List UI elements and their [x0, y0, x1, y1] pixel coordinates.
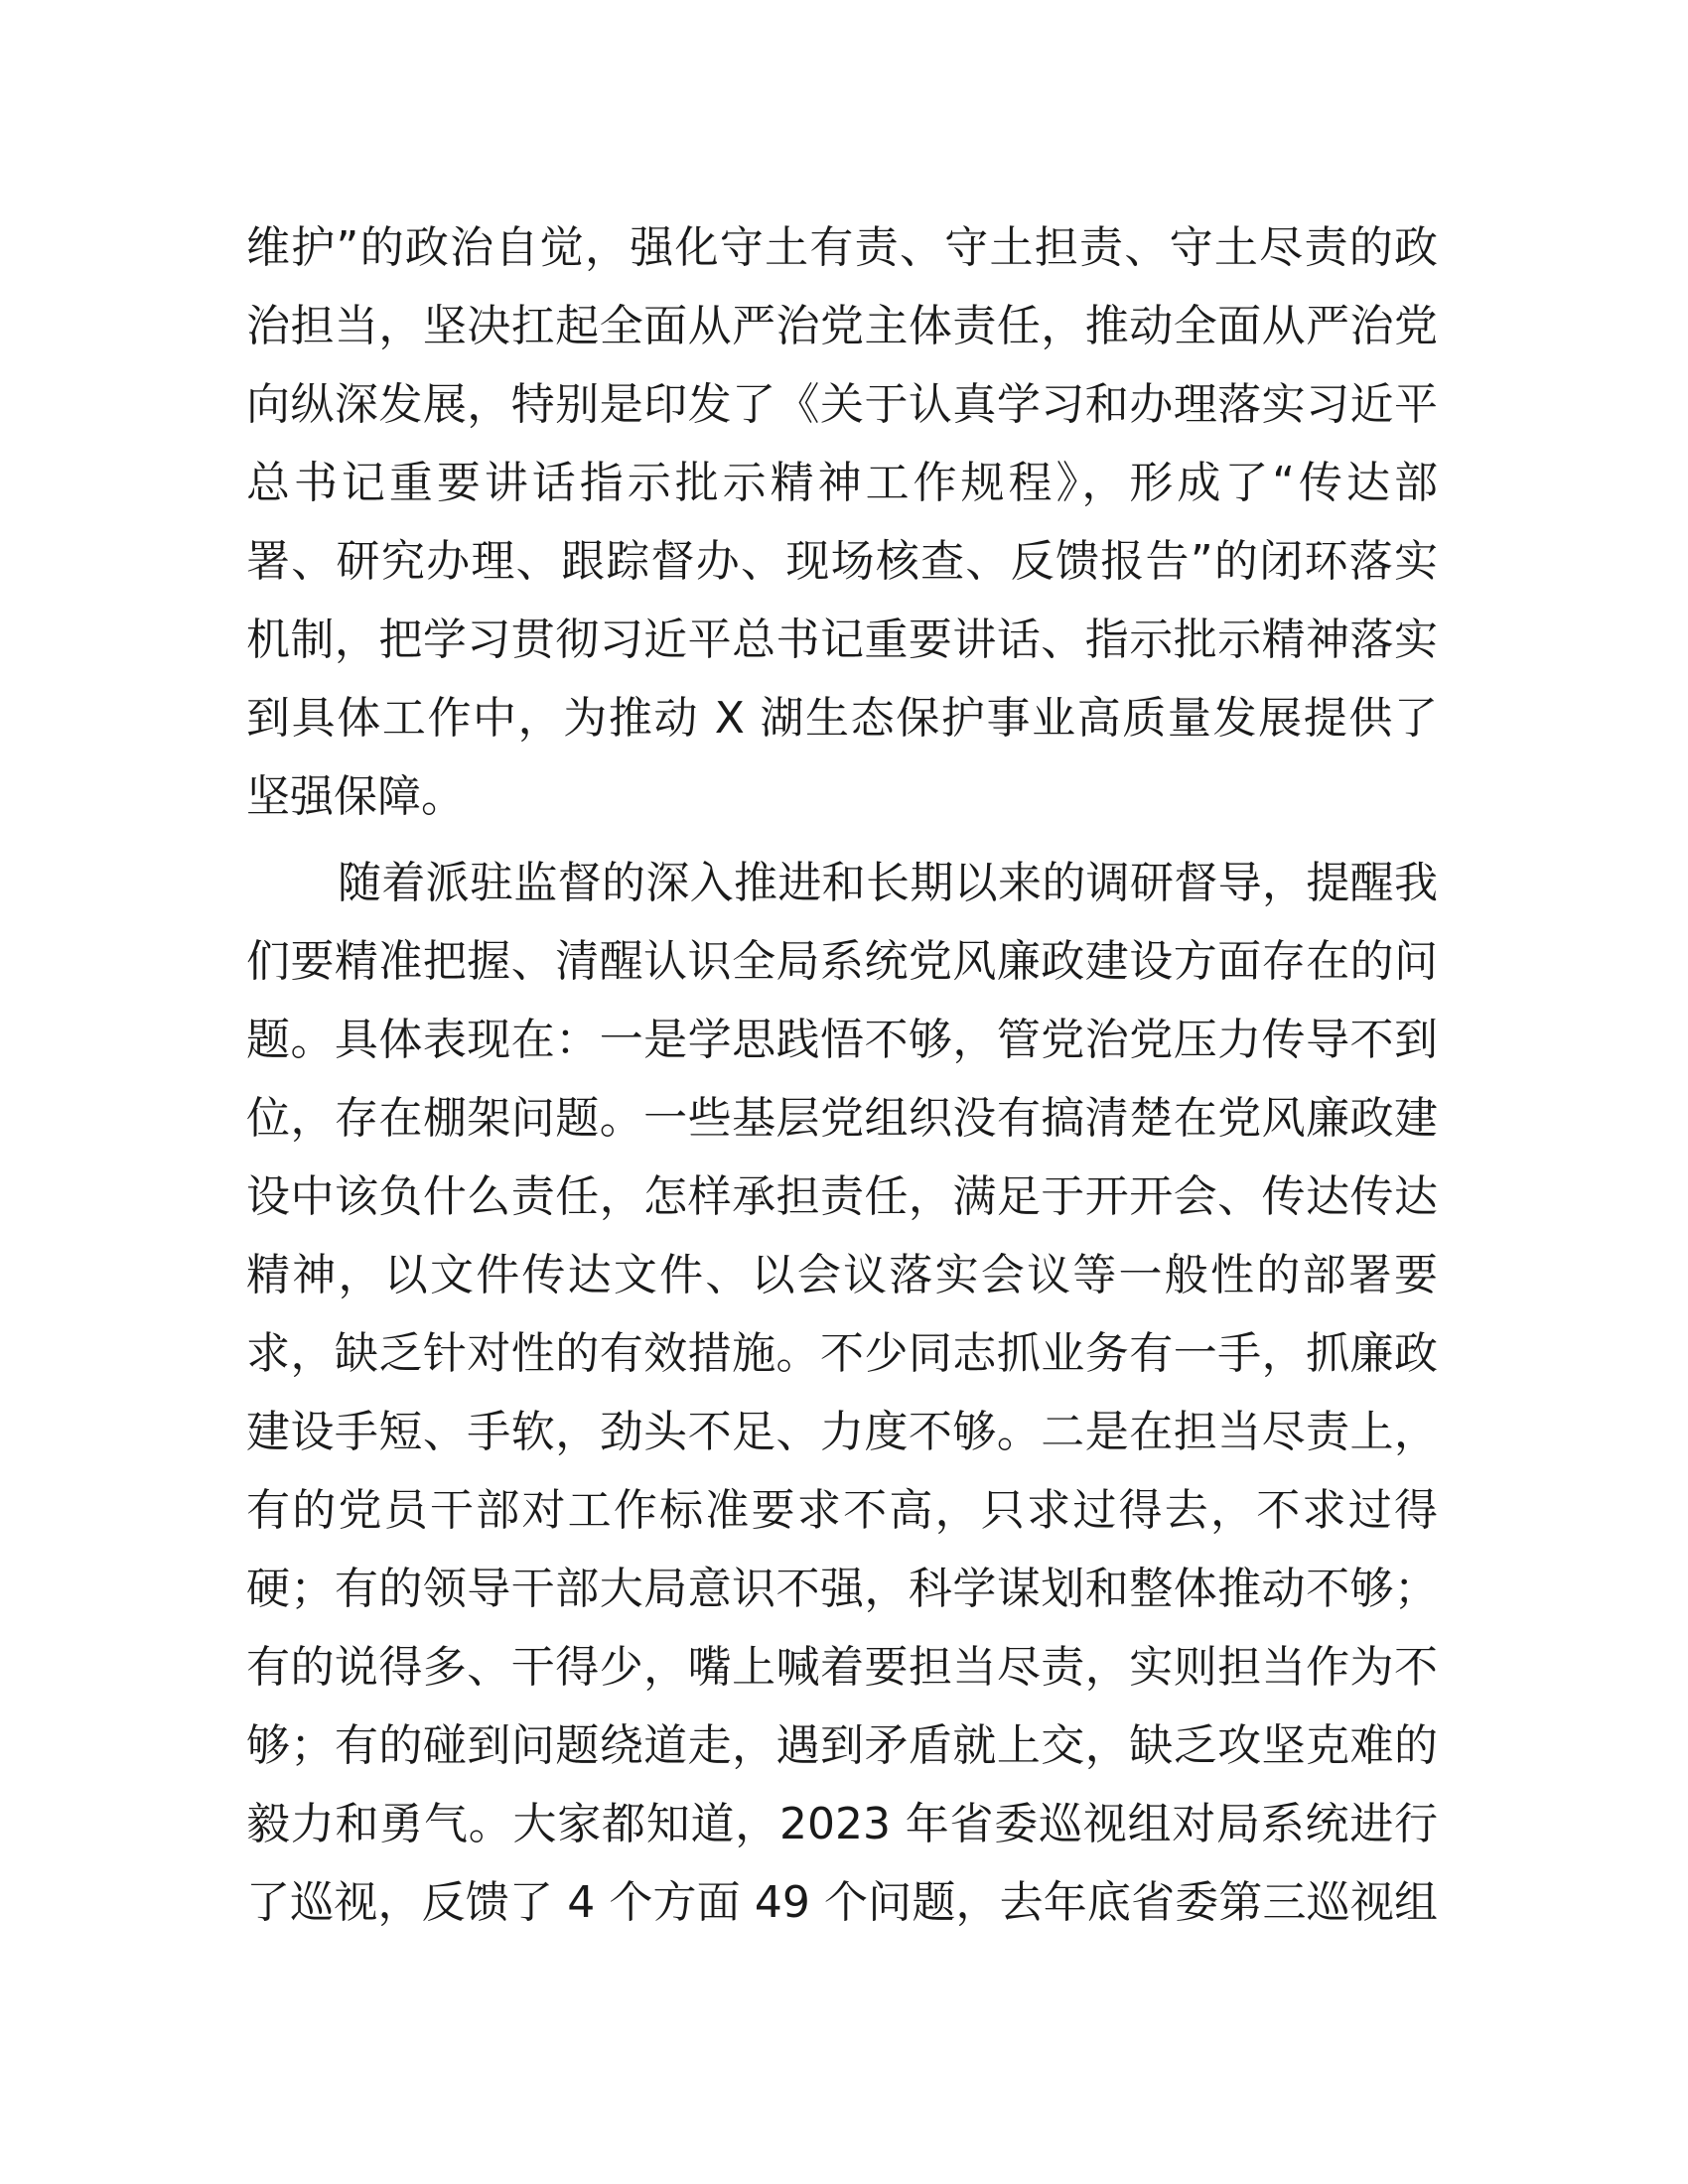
- text-line: 硬；有的领导干部大局意识不强，科学谋划和整体推动不够；: [246, 1564, 1438, 1614]
- text-line: 设中该负什么责任，怎样承担责任，满足于开开会、传达传达: [246, 1171, 1438, 1222]
- text-line: 机制，把学习贯彻习近平总书记重要讲话、指示批示精神落实: [246, 614, 1438, 665]
- text-line: 向纵深发展，特别是印发了《关于认真学习和办理落实习近平: [246, 379, 1438, 430]
- text-line: 治担当，坚决扛起全面从严治党主体责任，推动全面从严治党: [246, 301, 1438, 351]
- text-line: 够；有的碰到问题绕道走，遇到矛盾就上交，缺乏攻坚克难的: [246, 1720, 1438, 1771]
- text-line: 建设手短、手软，劲头不足、力度不够。二是在担当尽责上，: [246, 1407, 1438, 1457]
- text-line: 求，缺乏针对性的有效措施。不少同志抓业务有一手，抓廉政: [246, 1328, 1438, 1379]
- paragraph-1: [246, 208, 1438, 836]
- text-line: 维护”的政治自觉，强化守土有责、守土担责、守土尽责的政: [246, 222, 1438, 273]
- text-line: 题。具体表现在：一是学思践悟不够，管党治党压力传导不到: [246, 1015, 1438, 1065]
- text-line: 有的说得多、干得少，嘴上喊着要担当尽责，实则担当作为不: [246, 1642, 1438, 1693]
- text-line: 了巡视，反馈了 4 个方面 49 个问题，去年底省委第三巡视组: [246, 1877, 1438, 1928]
- text-line: 有的党员干部对工作标准要求不高，只求过得去，不求过得: [246, 1485, 1438, 1536]
- text-line: 坚强保障。: [246, 771, 465, 822]
- text-line: 精神，以文件传达文件、以会议落实会议等一般性的部署要: [246, 1250, 1438, 1300]
- text-line: 随着派驻监督的深入推进和长期以来的调研督导，提醒我: [338, 858, 1438, 908]
- text-line: 位，存在棚架问题。一些基层党组织没有搞清楚在党风廉政建: [246, 1093, 1438, 1144]
- text-line: 署、研究办理、跟踪督办、现场核查、反馈报告”的闭环落实: [246, 536, 1438, 587]
- text-line: 总书记重要讲话指示批示精神工作规程》，形成了“传达部: [246, 458, 1438, 508]
- text-line: 毅力和勇气。大家都知道，2023 年省委巡视组对局系统进行: [246, 1799, 1438, 1849]
- text-line: 到具体工作中，为推动 X 湖生态保护事业高质量发展提供了: [246, 693, 1438, 744]
- paragraph-2: [246, 844, 1438, 1942]
- text-line: 们要精准把握、清醒认识全局系统党风廉政建设方面存在的问: [246, 936, 1438, 987]
